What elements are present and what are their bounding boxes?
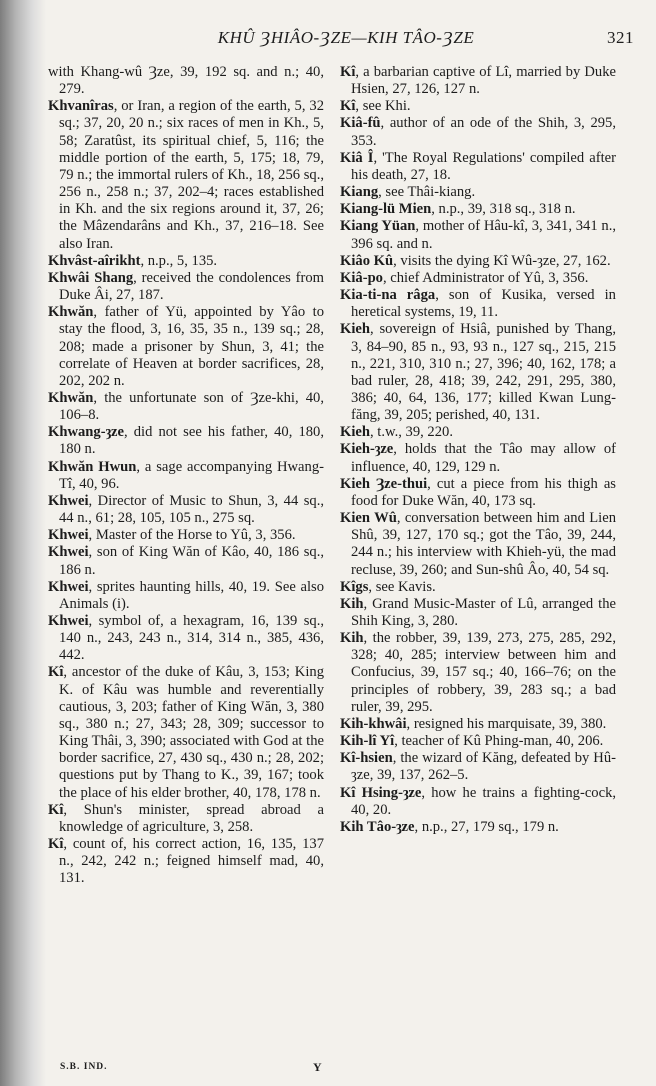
entry-headword: Khwang-ȝze (48, 424, 124, 441)
entry-headword: Khwei (48, 492, 89, 509)
entry-text: with Khang-wû Ȝze, 39, 192 sq. and n.; 40, 279. (48, 64, 324, 98)
entry-headword: Kih-khwâi (340, 715, 407, 732)
entry-text: , symbol of, a hexagram, 16, 139 sq., 140 n., 243, 243 n., 314, 314 n., 385, 436, 442. (59, 613, 324, 664)
entry-headword: Kî (48, 836, 64, 853)
entry-headword: Kieh (340, 424, 370, 441)
entry-headword: Khwăn (48, 304, 94, 321)
entry-text: , the unfortunate son of Ȝze-khi, 40, 106–8. (59, 389, 324, 424)
index-entry (340, 630, 616, 716)
index-entry (340, 750, 616, 784)
entry-headword: Kieh-ȝze (340, 441, 394, 458)
entry-text: , holds that the Tâo may allow of influence, 40, 129, 129 n. (351, 441, 616, 475)
entry-text: , n.p., 5, 135. (140, 252, 218, 269)
entry-text: , a sage accompanying Hwang-Tî, 40, 96. (59, 458, 324, 492)
index-entry (340, 476, 616, 510)
entry-text: , author of an ode of the Shih, 3, 295, 353. (351, 115, 616, 149)
entry-headword: Khvanîras (48, 98, 114, 115)
entry-headword: Kî Hsing-ȝze (340, 784, 422, 801)
entry-headword: Kieh Ȝze-thui (340, 475, 428, 492)
index-entry (48, 390, 324, 424)
index-entry (340, 115, 616, 149)
entry-text: , Master of the Horse to Yû, 3, 356. (88, 527, 296, 544)
book-spine-shadow (0, 0, 46, 1086)
index-entry (340, 819, 616, 836)
entry-headword: Khwâi Shang (48, 269, 134, 286)
entry-text: , n.p., 27, 179 sq., 179 n. (414, 818, 559, 835)
entry-headword: Khwei (48, 578, 89, 595)
entry-text: , the wizard of Kăng, defeated by Hû-ȝze, 39, 137, 262–5. (351, 750, 616, 784)
index-column-left (48, 64, 324, 888)
entry-headword: Kih Tâo-ȝze (340, 818, 415, 835)
index-entry (340, 201, 616, 218)
entry-text: , see Kavis. (368, 578, 436, 595)
index-entry (48, 459, 324, 493)
index-entry (48, 270, 324, 304)
index-entry (48, 98, 324, 252)
index-entry (48, 802, 324, 836)
index-entry (340, 184, 616, 201)
index-entry (340, 98, 616, 115)
index-entry (48, 613, 324, 664)
page-number: 321 (607, 28, 634, 47)
entry-text: , received the condolences from Duke Âi, 27, 187. (59, 269, 324, 304)
entry-headword: Khwei (48, 544, 89, 561)
entry-text: , n.p., 39, 318 sq., 318 n. (431, 201, 576, 218)
entry-text: , mother of Hâu-kî, 3, 341, 341 n., 396 sq. and n. (351, 218, 616, 252)
index-entry (340, 218, 616, 252)
entry-text: , father of Yü, appointed by Yâo to stay the flood, 3, 16, 35, 35 n., 139 sq.; 28, 208; made a prisoner by Shun, 3, 41; the correlate of Heaven at border sacrifices, 28, 202, 202 n. (59, 304, 324, 389)
index-entry (340, 150, 616, 184)
page-header (58, 28, 634, 52)
index-entry (48, 304, 324, 390)
entry-headword: Kih-lî Yî (340, 733, 395, 750)
entry-headword: Kiâ-fû (340, 115, 381, 132)
entry-headword: Kiang Yüan (340, 218, 416, 235)
entry-text: , a barbarian captive of Lî, married by Duke Hsien, 27, 126, 127 n. (351, 64, 616, 98)
entry-headword: Khwăn (48, 389, 94, 406)
index-entry (340, 287, 616, 321)
entry-headword: Kiang (340, 184, 379, 201)
entry-text: , count of, his correct action, 16, 135, 137 n., 242, 242 n.; feigned himself mad, 40, 131. (59, 836, 324, 887)
entry-headword: Kî (340, 98, 356, 115)
entry-text: , t.w., 39, 220. (370, 424, 453, 441)
index-entry (340, 716, 616, 733)
entry-text: , did not see his father, 40, 180, 180 n. (59, 424, 324, 458)
index-entry (48, 64, 324, 98)
index-entry (340, 785, 616, 819)
entry-headword: Kî-hsien (340, 750, 393, 767)
entry-headword: Kiâo Kû (340, 252, 394, 269)
entry-text: , see Khi. (355, 98, 411, 115)
index-entry (340, 579, 616, 596)
entry-text: , conversation between him and Lien Shû, 39, 127, 170 sq.; got the Tâo, 39, 244, 244 n.; his interview with Khieh-yü, the mad recluse, 39, 260; and Sun-shû Âo, 40, 54 sq. (351, 510, 616, 578)
index-entry (340, 253, 616, 270)
entry-headword: Kîgs (340, 578, 369, 595)
entry-text: , Director of Music to Shun, 3, 44 sq., 44 n., 61; 28, 105, 105 n., 275 sq. (59, 492, 324, 527)
entry-text: , visits the dying Kî Wû-ȝze, 27, 162. (393, 252, 611, 269)
signature-mark: Y (313, 1060, 322, 1074)
entry-text: , son of King Wăn of Kâo, 40, 186 sq., 186 n. (59, 544, 324, 578)
entry-headword: Kiâ-po (340, 269, 383, 286)
entry-headword: Kieh (340, 321, 370, 338)
index-column-right (340, 64, 616, 836)
entry-text: , ancestor of the duke of Kâu, 3, 153; King K. of Kâu was humble and reverentially cautious, 3, 203; father of King Wăn, 3, 380 sq., 380 n.; 27, 343; 28, 309; successor to King Thâi, 3, 390; associated with God at the border sacrifice, 27, 430 sq., 430 n.; 28, 202; questions put by Thang to K., 39, 167; took the place of his elder brother, 40, 178, 178 n. (59, 664, 324, 801)
entry-text: , teacher of Kû Phing-man, 40, 206. (394, 733, 604, 750)
index-entry (48, 836, 324, 887)
index-entry (340, 424, 616, 441)
index-entry (48, 424, 324, 458)
entry-headword: Khwei (48, 613, 89, 629)
entry-text: , how he trains a fighting-cock, 40, 20. (351, 784, 617, 818)
index-entry (48, 527, 324, 544)
entry-headword: Kiâ Î (340, 149, 374, 166)
entry-text: , Grand Music-Master of Lû, arranged the Shih King, 3, 280. (351, 595, 616, 629)
entry-headword: Kih (340, 595, 364, 612)
index-entry (340, 596, 616, 630)
index-entry (340, 733, 616, 750)
series-mark: S.B. IND. (60, 1062, 108, 1072)
index-entry (48, 253, 324, 270)
running-title: KHÛ ȜHIÂO-ȜZE—KIH TÂO-ȜZE (217, 28, 475, 47)
entry-headword: Khvâst-aîrikht (48, 252, 141, 269)
index-entry (340, 64, 616, 98)
entry-text: , son of Kusika, versed in heretical systems, 19, 11. (351, 287, 616, 321)
entry-headword: Kien Wû (340, 510, 397, 527)
entry-text: , Shun's minister, spread abroad a knowledge of agriculture, 3, 258. (59, 801, 324, 835)
entry-text: , resigned his marquisate, 39, 380. (406, 715, 607, 732)
entry-text: , sprites haunting hills, 40, 19. See also Animals (i). (59, 578, 324, 612)
entry-headword: Kî (340, 64, 356, 80)
entry-text: , the robber, 39, 139, 273, 275, 285, 292, 328; 40, 285; interview between him and Confucius, 39, 157 sq.; 40, 166–76; on the principles of robbery, 39, 283 sq.; a bad ruler, 39, 295. (351, 630, 616, 715)
index-entry (48, 544, 324, 578)
entry-headword: Kiang-lü Mien (340, 201, 432, 218)
index-entry (340, 321, 616, 424)
entry-headword: Kî (48, 801, 64, 818)
entry-headword: Khwăn Hwun (48, 458, 137, 475)
index-entry (48, 493, 324, 527)
entry-headword: Kî (48, 664, 64, 681)
entry-text: , sovereign of Hsiâ, punished by Thang, 3, 84–90, 85 n., 93, 93 n., 127 sq., 215, 215 n., 221, 310, 310 n.; 27, 396; 40, 162, 178; a bad ruler, 28, 418; 39, 242, 291, 295, 380, 386; 40, 64, 136, 177; killed Kwan Lung-făng, 39, 205; perished, 40, 131. (351, 321, 616, 424)
entry-headword: Khwei (48, 527, 89, 544)
index-entry (340, 441, 616, 475)
index-entry (48, 579, 324, 613)
entry-text: , 'The Royal Regulations' compiled after his death, 27, 18. (351, 149, 617, 183)
entry-headword: Kih (340, 630, 364, 647)
index-entry (340, 270, 616, 287)
entry-text: , or Iran, a region of the earth, 5, 32 sq.; 37, 20, 20 n.; six races of men in Kh., 5, 58; Zaratûst, its spiritual chief, 5, 116; the middle portion of the earth, 5, 175; 18, 79, 79 n.; the immortal rulers of Kh., 18, 256 sq., 256 n., 258 n.; 37, 202–4; races established in Kh. and the six regions around it, 37, 26; the Mâzendarâns and Kh., 37, 216–18. See also Iran. (59, 98, 324, 252)
entry-text: , chief Administrator of Yû, 3, 356. (382, 269, 589, 286)
entry-text: , cut a piece from his thigh as food for Duke Wăn, 40, 173 sq. (351, 475, 616, 509)
entry-headword: Kia-ti-na râga (340, 287, 436, 304)
index-entry (48, 664, 324, 801)
index-entry (340, 510, 616, 579)
entry-text: , see Thâi-kiang. (378, 184, 476, 201)
